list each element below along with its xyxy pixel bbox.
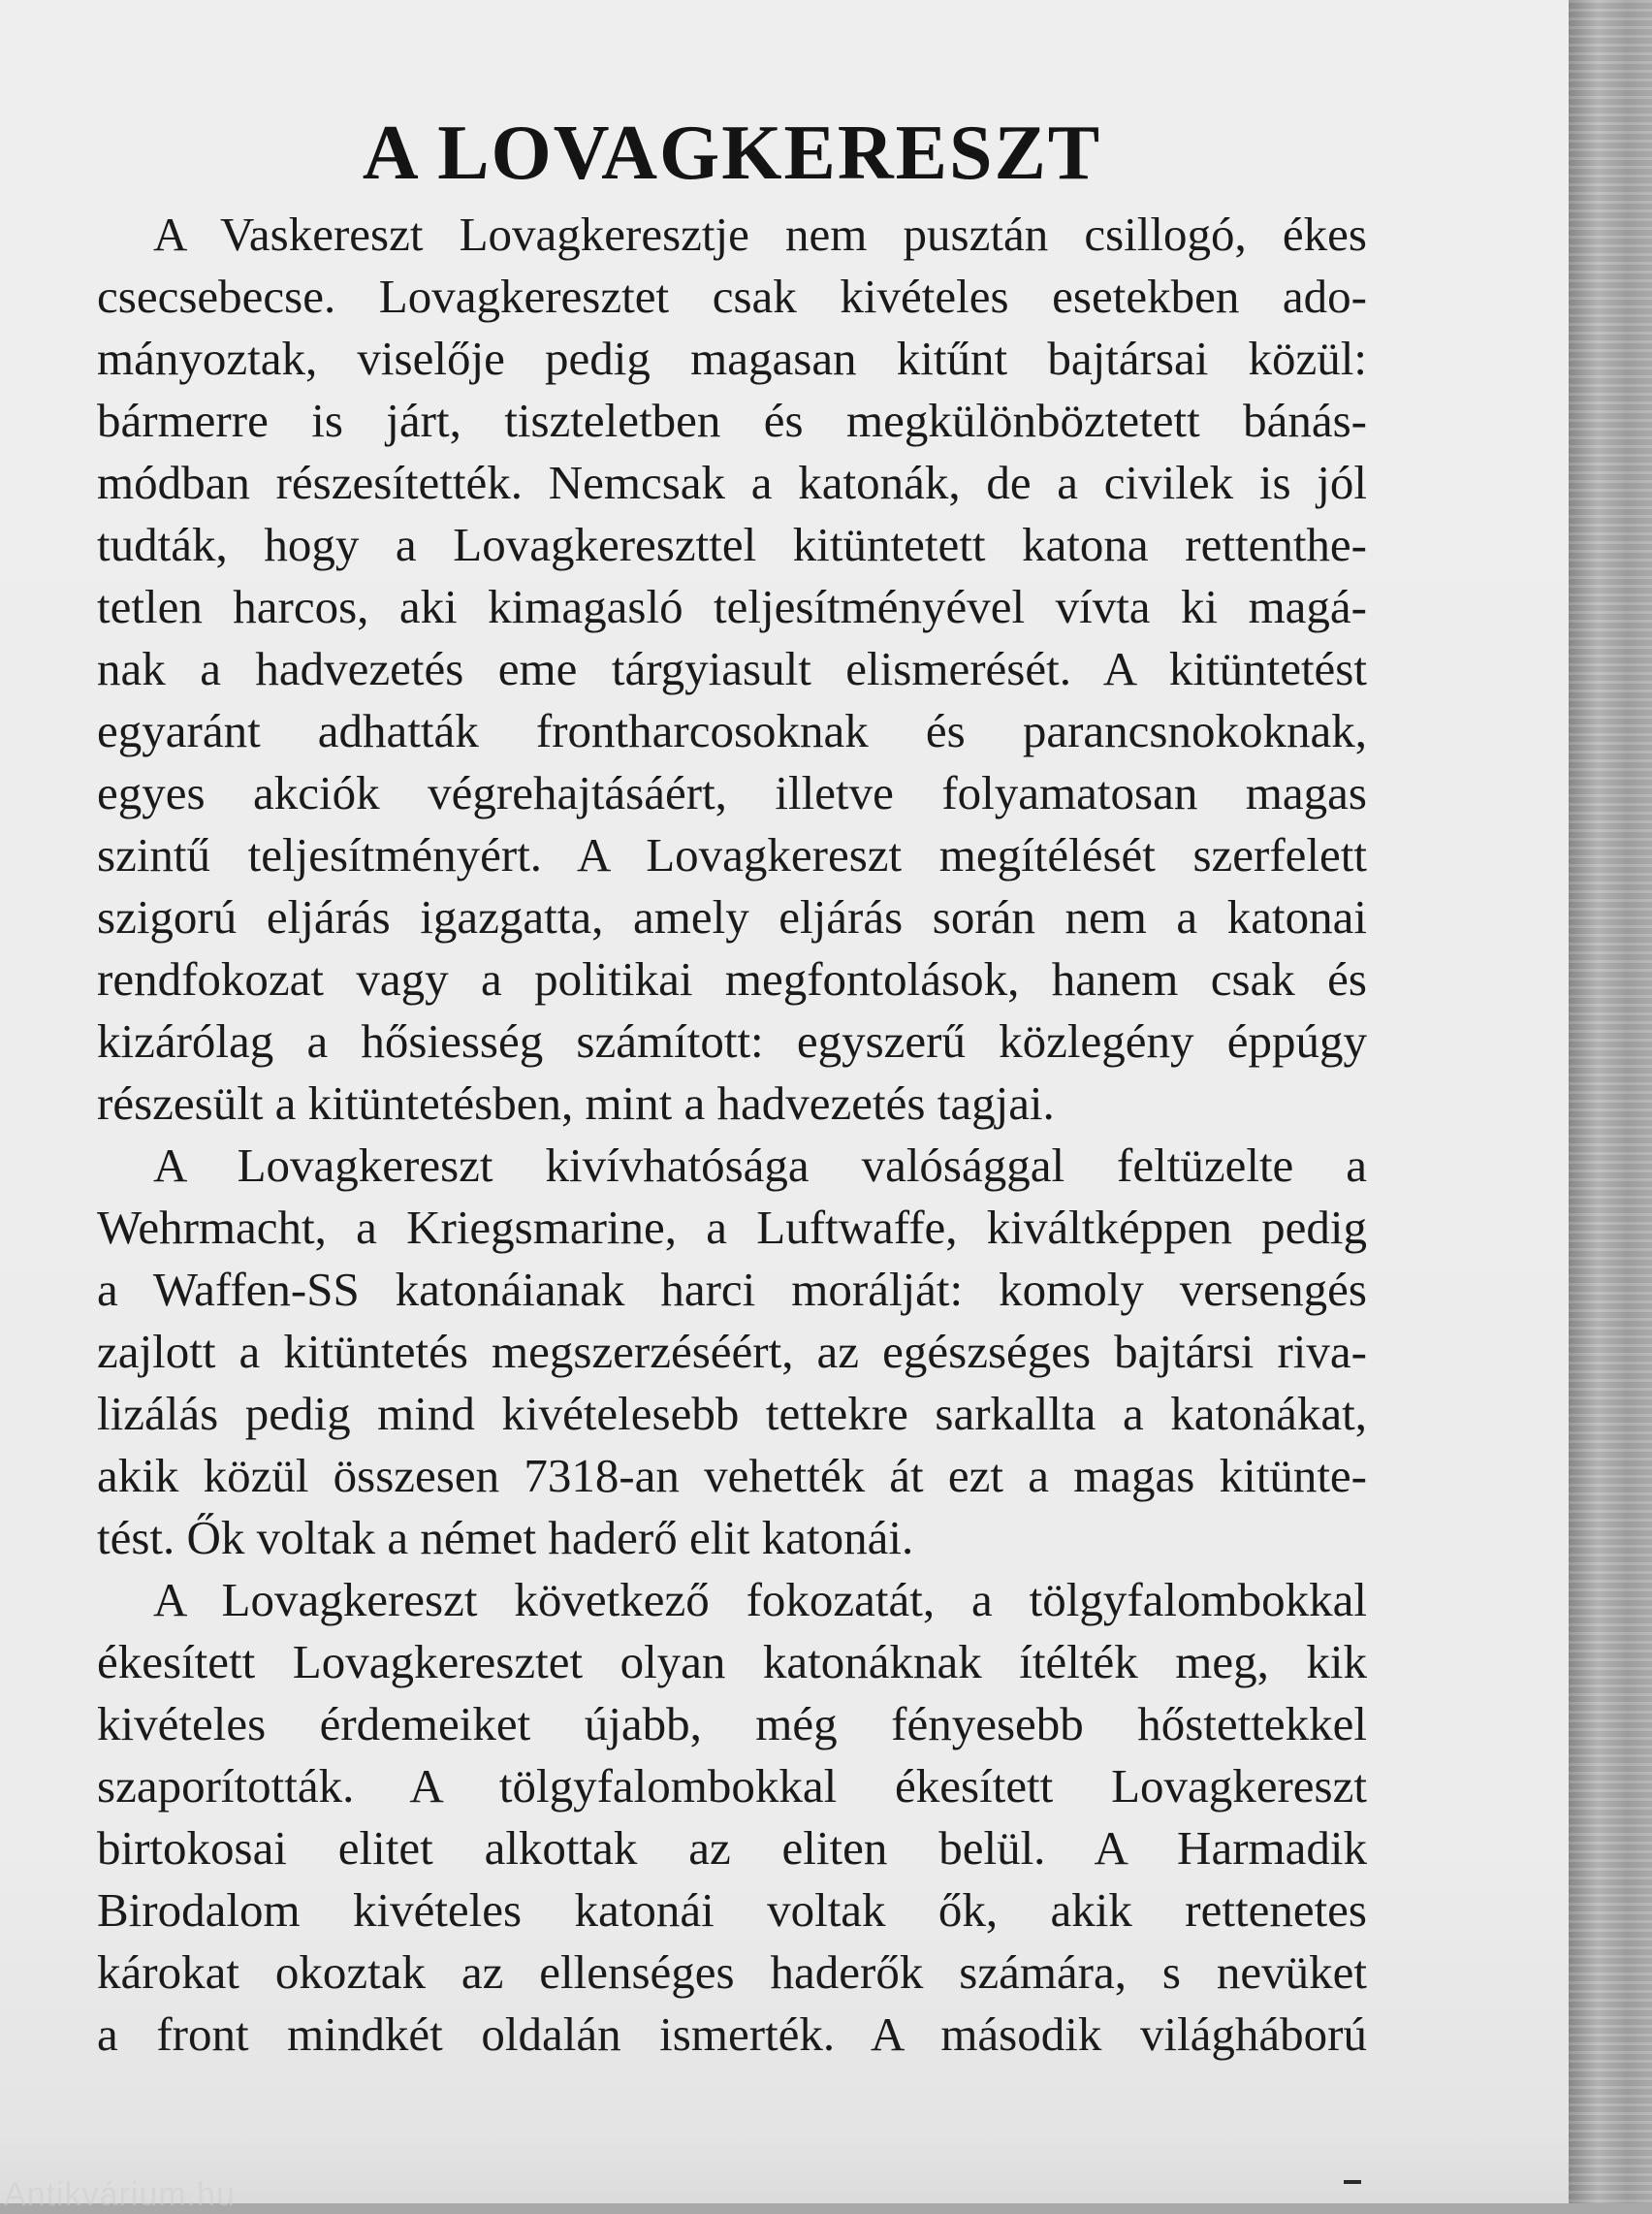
text-line: lizálás pedig mind kivételesebb tettekre sarkallta a katonákat, xyxy=(97,1387,1367,1440)
text-line: mányoztak, viselője pedig magasan kitűnt bajtársai közül: xyxy=(97,332,1367,385)
text-line: A Lovagkereszt kivívhatósága valósággal feltüzelte a xyxy=(153,1139,1367,1192)
text-line: kivételes érdemeiket újabb, még fényesebb hőstettekkel xyxy=(97,1697,1367,1750)
text-line: nak a hadvezetés eme tárgyiasult elismerését. A kitüntetést xyxy=(97,642,1367,695)
paragraph-1 xyxy=(97,204,1367,1135)
chapter-title: A LOVAGKERESZT xyxy=(362,110,1102,196)
text-line: Birodalom kivételes katonái voltak ők, akik rettenetes xyxy=(97,1883,1367,1937)
text-line: károkat okoztak az ellenséges haderők számára, s nevüket xyxy=(97,1945,1367,1999)
book-edge xyxy=(1569,0,1652,2203)
text-line: birtokosai elitet alkottak az eliten belül. A Harmadik xyxy=(97,1821,1367,1875)
text-line: rendfokozat vagy a politikai megfontolások, hanem csak és xyxy=(97,952,1367,1006)
text-line: ékesített Lovagkeresztet olyan katonáknak ítélték meg, kik xyxy=(97,1635,1367,1688)
text-line: akik közül összesen 7318-an vehették át ezt a magas kitünte- xyxy=(97,1449,1367,1502)
text-line: tést. Ők voltak a német haderő elit katonái. xyxy=(97,1511,914,1564)
watermark: Antikvárium.hu xyxy=(4,2176,236,2213)
paragraph-3 xyxy=(97,1569,1367,2066)
text-line: egyaránt adhatták frontharcosoknak és parancsnokoknak, xyxy=(97,704,1367,757)
text-line: tetlen harcos, aki kimagasló teljesítményével vívta ki magá- xyxy=(97,580,1367,633)
text-line: bármerre is járt, tiszteletben és megkülönböztetett bánás- xyxy=(97,394,1367,447)
text-line: kizárólag a hősiesség számított: egyszerű közlegény éppúgy xyxy=(97,1014,1367,1068)
text-line: szaporították. A tölgyfalombokkal ékesített Lovagkereszt xyxy=(97,1759,1367,1813)
text-line: tudták, hogy a Lovagkereszttel kitüntetett katona rettenthe- xyxy=(97,518,1367,571)
text-line: a Waffen-SS katonáianak harci morálját: komoly versengés xyxy=(97,1263,1367,1316)
text-line: szigorú eljárás igazgatta, amely eljárás során nem a katonai xyxy=(97,890,1367,944)
text-line: módban részesítették. Nemcsak a katonák, de a civilek is jól xyxy=(97,456,1367,509)
text-line: zajlott a kitüntetés megszerzéséért, az egészséges bajtársi riva- xyxy=(97,1325,1367,1378)
text-line: csecsebecse. Lovagkeresztet csak kivételes esetekben ado- xyxy=(97,270,1367,323)
page-number-fragment xyxy=(1344,2180,1361,2184)
text-line: a front mindkét oldalán ismerték. A második világháború xyxy=(97,2007,1367,2061)
text-line: egyes akciók végrehajtásáért, illetve folyamatosan magas xyxy=(97,766,1367,819)
text-line: részesült a kitüntetésben, mint a hadvezetés tagjai. xyxy=(97,1076,1055,1130)
paragraph-2 xyxy=(97,1135,1367,1569)
text-line: Wehrmacht, a Kriegsmarine, a Luftwaffe, kiváltképpen pedig xyxy=(97,1201,1367,1254)
text-line: A Vaskereszt Lovagkeresztje nem pusztán csillogó, ékes xyxy=(153,208,1367,261)
body-text xyxy=(97,204,1367,2066)
text-line: A Lovagkereszt következő fokozatát, a tölgyfalombokkal xyxy=(153,1573,1367,1626)
text-line: szintű teljesítményért. A Lovagkereszt megítélését szerfelett xyxy=(97,828,1367,882)
